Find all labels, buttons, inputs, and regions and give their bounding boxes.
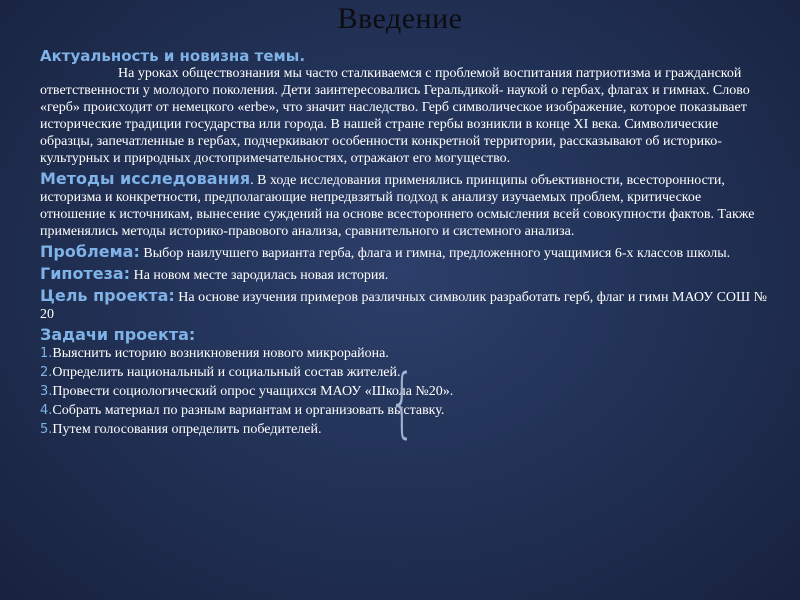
problem-section xyxy=(40,243,768,262)
hypothesis-text: На новом месте зародилась новая история. xyxy=(130,268,389,283)
goal-heading: Цель проекта: xyxy=(40,286,175,305)
list-item-text: Путем голосования определить победителей. xyxy=(52,422,322,437)
relevance-text: На уроках обществознания мы часто сталкиваемся с проблемой воспитания патриотизма и гражданской ответственности у молодого поколения. Дети заинтересовались Геральдикой- наукой о гербах, флагах и гимнах. Слово «герб» происходит от немецкого «erbe», что значит наследство. Герб символическое изображение, которое показывает исторические традиции государства или города. В нашей стране гербы возникли в конце XI века. Символические образцы, запечатленные в гербах, подчеркивают особенности конкретной территории, рассказывают об историко-культурных и природных достопримечательностях, отражают его могущество. xyxy=(40,66,750,166)
curly-brace-decoration: { xyxy=(388,357,416,446)
methods-heading: Методы исследования xyxy=(40,169,251,188)
list-item-number: 1. xyxy=(40,346,53,361)
list-item-text: Выяснить историю возникновения нового микрорайона. xyxy=(52,346,389,361)
hypothesis-section xyxy=(40,265,768,284)
list-item-text: Собрать материал по разным вариантам и организовать выставку. xyxy=(52,403,445,418)
tasks-heading: Задачи проекта: xyxy=(40,325,196,344)
list-item-number: 2. xyxy=(40,365,53,380)
list-item-number: 4. xyxy=(40,403,53,418)
methods-section xyxy=(40,170,768,240)
relevance-section xyxy=(40,48,768,167)
problem-heading: Проблема: xyxy=(40,242,140,261)
methods-text: . В ходе исследования применялись принципы объективности, всесторонности, историзма и конкретности, предполагающие непредвзятый подход к анализу изучаемых проблем, критическое отношение к источникам, вынесение суждений на основе всестороннего осмысления всей совокупности фактов. Также применялись методы историко-правового анализа, сравнительного и системного анализа. xyxy=(40,173,755,239)
list-item-text: Определить национальный и социальный состав жителей. xyxy=(52,365,401,380)
goal-text: На основе изучения примеров различных символик разработать герб, флаг и гимн МАОУ СОШ № 20 xyxy=(40,290,768,322)
list-item-number: 3. xyxy=(40,384,53,399)
problem-text: Выбор наилучшего варианта герба, флага и гимна, предложенного учащимися 6-х классов школы. xyxy=(139,246,731,261)
hypothesis-heading: Гипотеза: xyxy=(40,264,131,283)
relevance-heading: Актуальность и новизна темы. xyxy=(40,47,306,65)
goal-section xyxy=(40,287,768,323)
list-item-text: Провести социологический опрос учащихся МАОУ «Школа №20». xyxy=(52,384,454,399)
slide-title: Введение xyxy=(337,2,463,35)
list-item-number: 5. xyxy=(40,422,53,437)
